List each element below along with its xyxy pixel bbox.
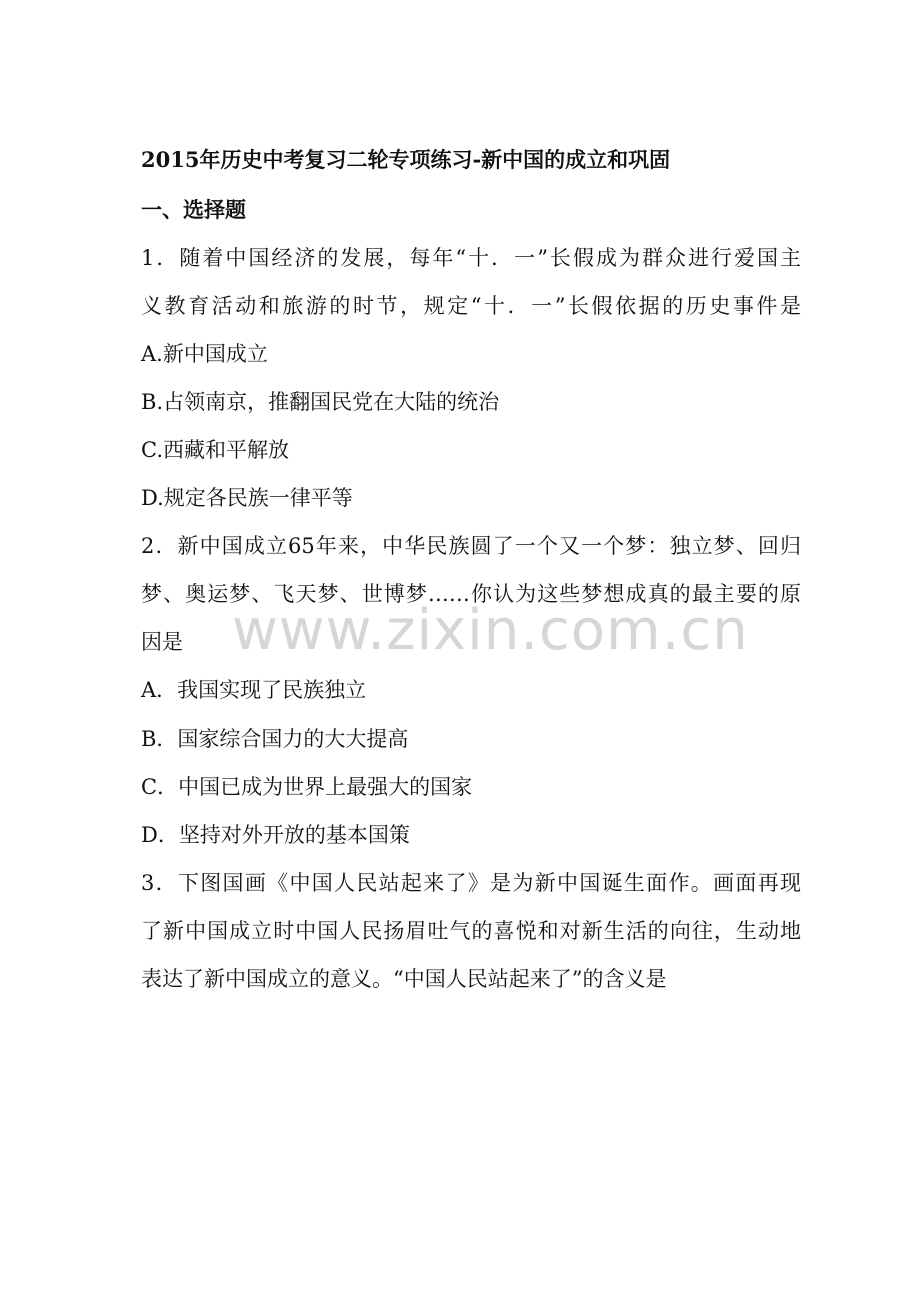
watermark-text: www.zixin.com.cn: [232, 598, 749, 663]
question-2-option-b: B．国家综合国力的大大提高: [141, 727, 409, 751]
section-heading: 一、选择题: [141, 197, 246, 222]
question-2-option-c: C．中国已成为世界上最强大的国家: [141, 775, 473, 799]
question-1-option-d: D.规定各民族一律平等: [141, 486, 353, 510]
question-2-text-line-2: 梦、奥运梦、飞天梦、世博梦……你认为这些梦想成真的最主要的原: [141, 582, 801, 606]
question-1-option-a: A.新中国成立: [141, 342, 268, 366]
question-2-text-line-3: 因是: [141, 630, 183, 654]
question-3-text-line-2: 了新中国成立时中国人民扬眉吐气的喜悦和对新生活的向往，生动地: [141, 919, 801, 943]
question-1-text-line-2: 义教育活动和旅游的时节，规定“十．一”长假依据的历史事件是: [141, 294, 801, 318]
document-title: 2015年历史中考复习二轮专项练习-新中国的成立和巩固: [141, 147, 671, 172]
question-1-option-b: B.占领南京，推翻国民党在大陆的统治: [141, 390, 500, 414]
question-1-text-line-1: 1．随着中国经济的发展，每年“十．一”长假成为群众进行爱国主: [141, 246, 801, 270]
question-2-option-d: D．坚持对外开放的基本国策: [141, 823, 410, 847]
question-2-text-line-1: 2．新中国成立65年来，中华民族圆了一个又一个梦：独立梦、回归: [141, 534, 801, 558]
question-3-text-line-1: 3．下图国画《中国人民站起来了》是为新中国诞生面作。画面再现: [141, 871, 801, 895]
question-2-option-a: A．我国实现了民族独立: [141, 678, 367, 702]
question-3-text-line-3: 表达了新中国成立的意义。“中国人民站起来了”的含义是: [141, 967, 667, 991]
question-1-option-c: C.西藏和平解放: [141, 438, 289, 462]
